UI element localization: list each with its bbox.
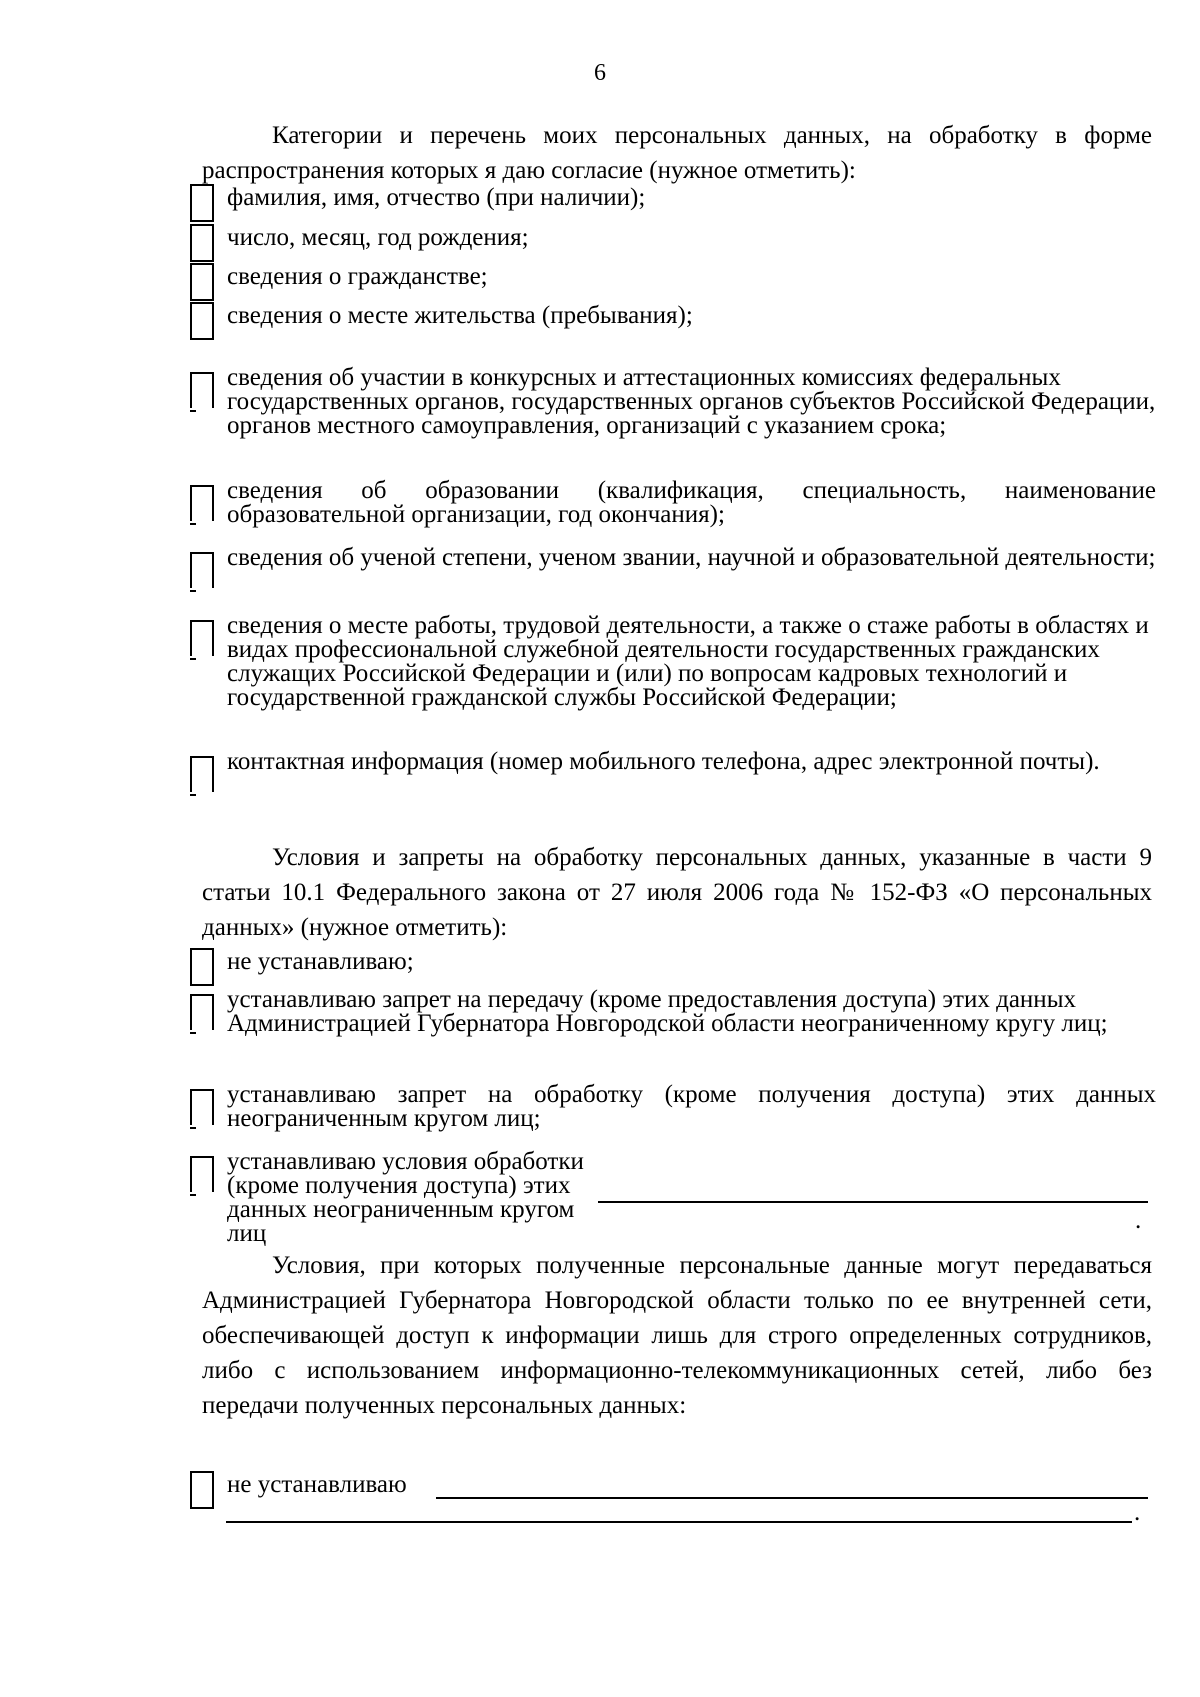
checkbox[interactable] <box>190 1471 214 1509</box>
item-label: число, месяц, год рождения; <box>227 224 529 251</box>
checkbox[interactable] <box>190 994 214 1030</box>
item-label: не устанавливаю <box>227 1471 407 1498</box>
checkbox[interactable] <box>190 620 214 656</box>
checkbox[interactable] <box>190 372 214 408</box>
checkbox[interactable] <box>190 1156 214 1192</box>
page-number: 6 <box>594 60 606 86</box>
item-label: сведения о месте работы, трудовой деятельности, а также о стаже работы в областях и видах профессиональной служебной деятельности государственных гражданских служащих Российской Федерации и (или) по вопросам кадровых технологий и государственной гражданской службы Российской Федерации; <box>227 612 1149 711</box>
trailing-dot: . <box>1134 1499 1141 1526</box>
checkbox[interactable] <box>190 552 214 588</box>
fill-line[interactable] <box>436 1497 1148 1499</box>
item-label: сведения о гражданстве; <box>227 263 488 290</box>
checkbox[interactable] <box>190 224 214 262</box>
item-label: фамилия, имя, отчество (при наличии); <box>227 184 646 211</box>
checkbox[interactable] <box>190 263 214 301</box>
item-label: сведения об участии в конкурсных и аттестационных комиссиях федеральных государственных органов, государственных органов субъектов Российской Федерации, органов местного самоуправления, организаций с указанием срока; <box>227 364 1156 439</box>
checkbox[interactable] <box>190 485 214 521</box>
section3-intro: Условия, при которых полученные персональные данные могут передаваться Администрацией Губернатора Новгородской области только по ее внутренней сети, обеспечивающей доступ к информации лишь для строго определенных сотрудников, либо с использованием информационно-телекоммуникационных сетей, либо без передачи полученных персональных данных: <box>202 1252 1152 1419</box>
item-label: сведения об образовании (квалификация, специальность, наименование образовательной организации, год окончания); <box>227 477 1156 528</box>
section2-intro: Условия и запреты на обработку персональных данных, указанные в части 9 статьи 10.1 Федерального закона от 27 июля 2006 года № 152-ФЗ «О персональных данных» (нужное отметить): <box>202 844 1152 941</box>
item-label: устанавливаю условия обработки (кроме получения доступа) этих данных неограниченным кругом лиц <box>227 1148 584 1247</box>
item-label: устанавливаю запрет на обработку (кроме получения доступа) этих данных неограниченным кругом лиц; <box>227 1081 1156 1132</box>
item-label: контактная информация (номер мобильного телефона, адрес электронной почты). <box>227 748 1100 775</box>
checkbox[interactable] <box>190 756 214 792</box>
checkbox[interactable] <box>190 1089 214 1125</box>
trailing-dot: . <box>1135 1207 1142 1234</box>
fill-line[interactable] <box>226 1521 1132 1523</box>
checkbox[interactable] <box>190 948 214 986</box>
checkbox[interactable] <box>190 302 214 340</box>
item-label: сведения об ученой степени, ученом звании, научной и образовательной деятельности; <box>227 544 1156 571</box>
item-label: сведения о месте жительства (пребывания); <box>227 302 693 329</box>
checkbox[interactable] <box>190 184 214 222</box>
item-label: не устанавливаю; <box>227 948 414 975</box>
section1-intro: Категории и перечень моих персональных данных, на обработку в форме распространения которых я даю согласие (нужное отметить): <box>202 122 1152 184</box>
fill-line[interactable] <box>598 1201 1148 1203</box>
item-label: устанавливаю запрет на передачу (кроме предоставления доступа) этих данных Администрацией Губернатора Новгородской области неограниченному кругу лиц; <box>227 986 1108 1037</box>
